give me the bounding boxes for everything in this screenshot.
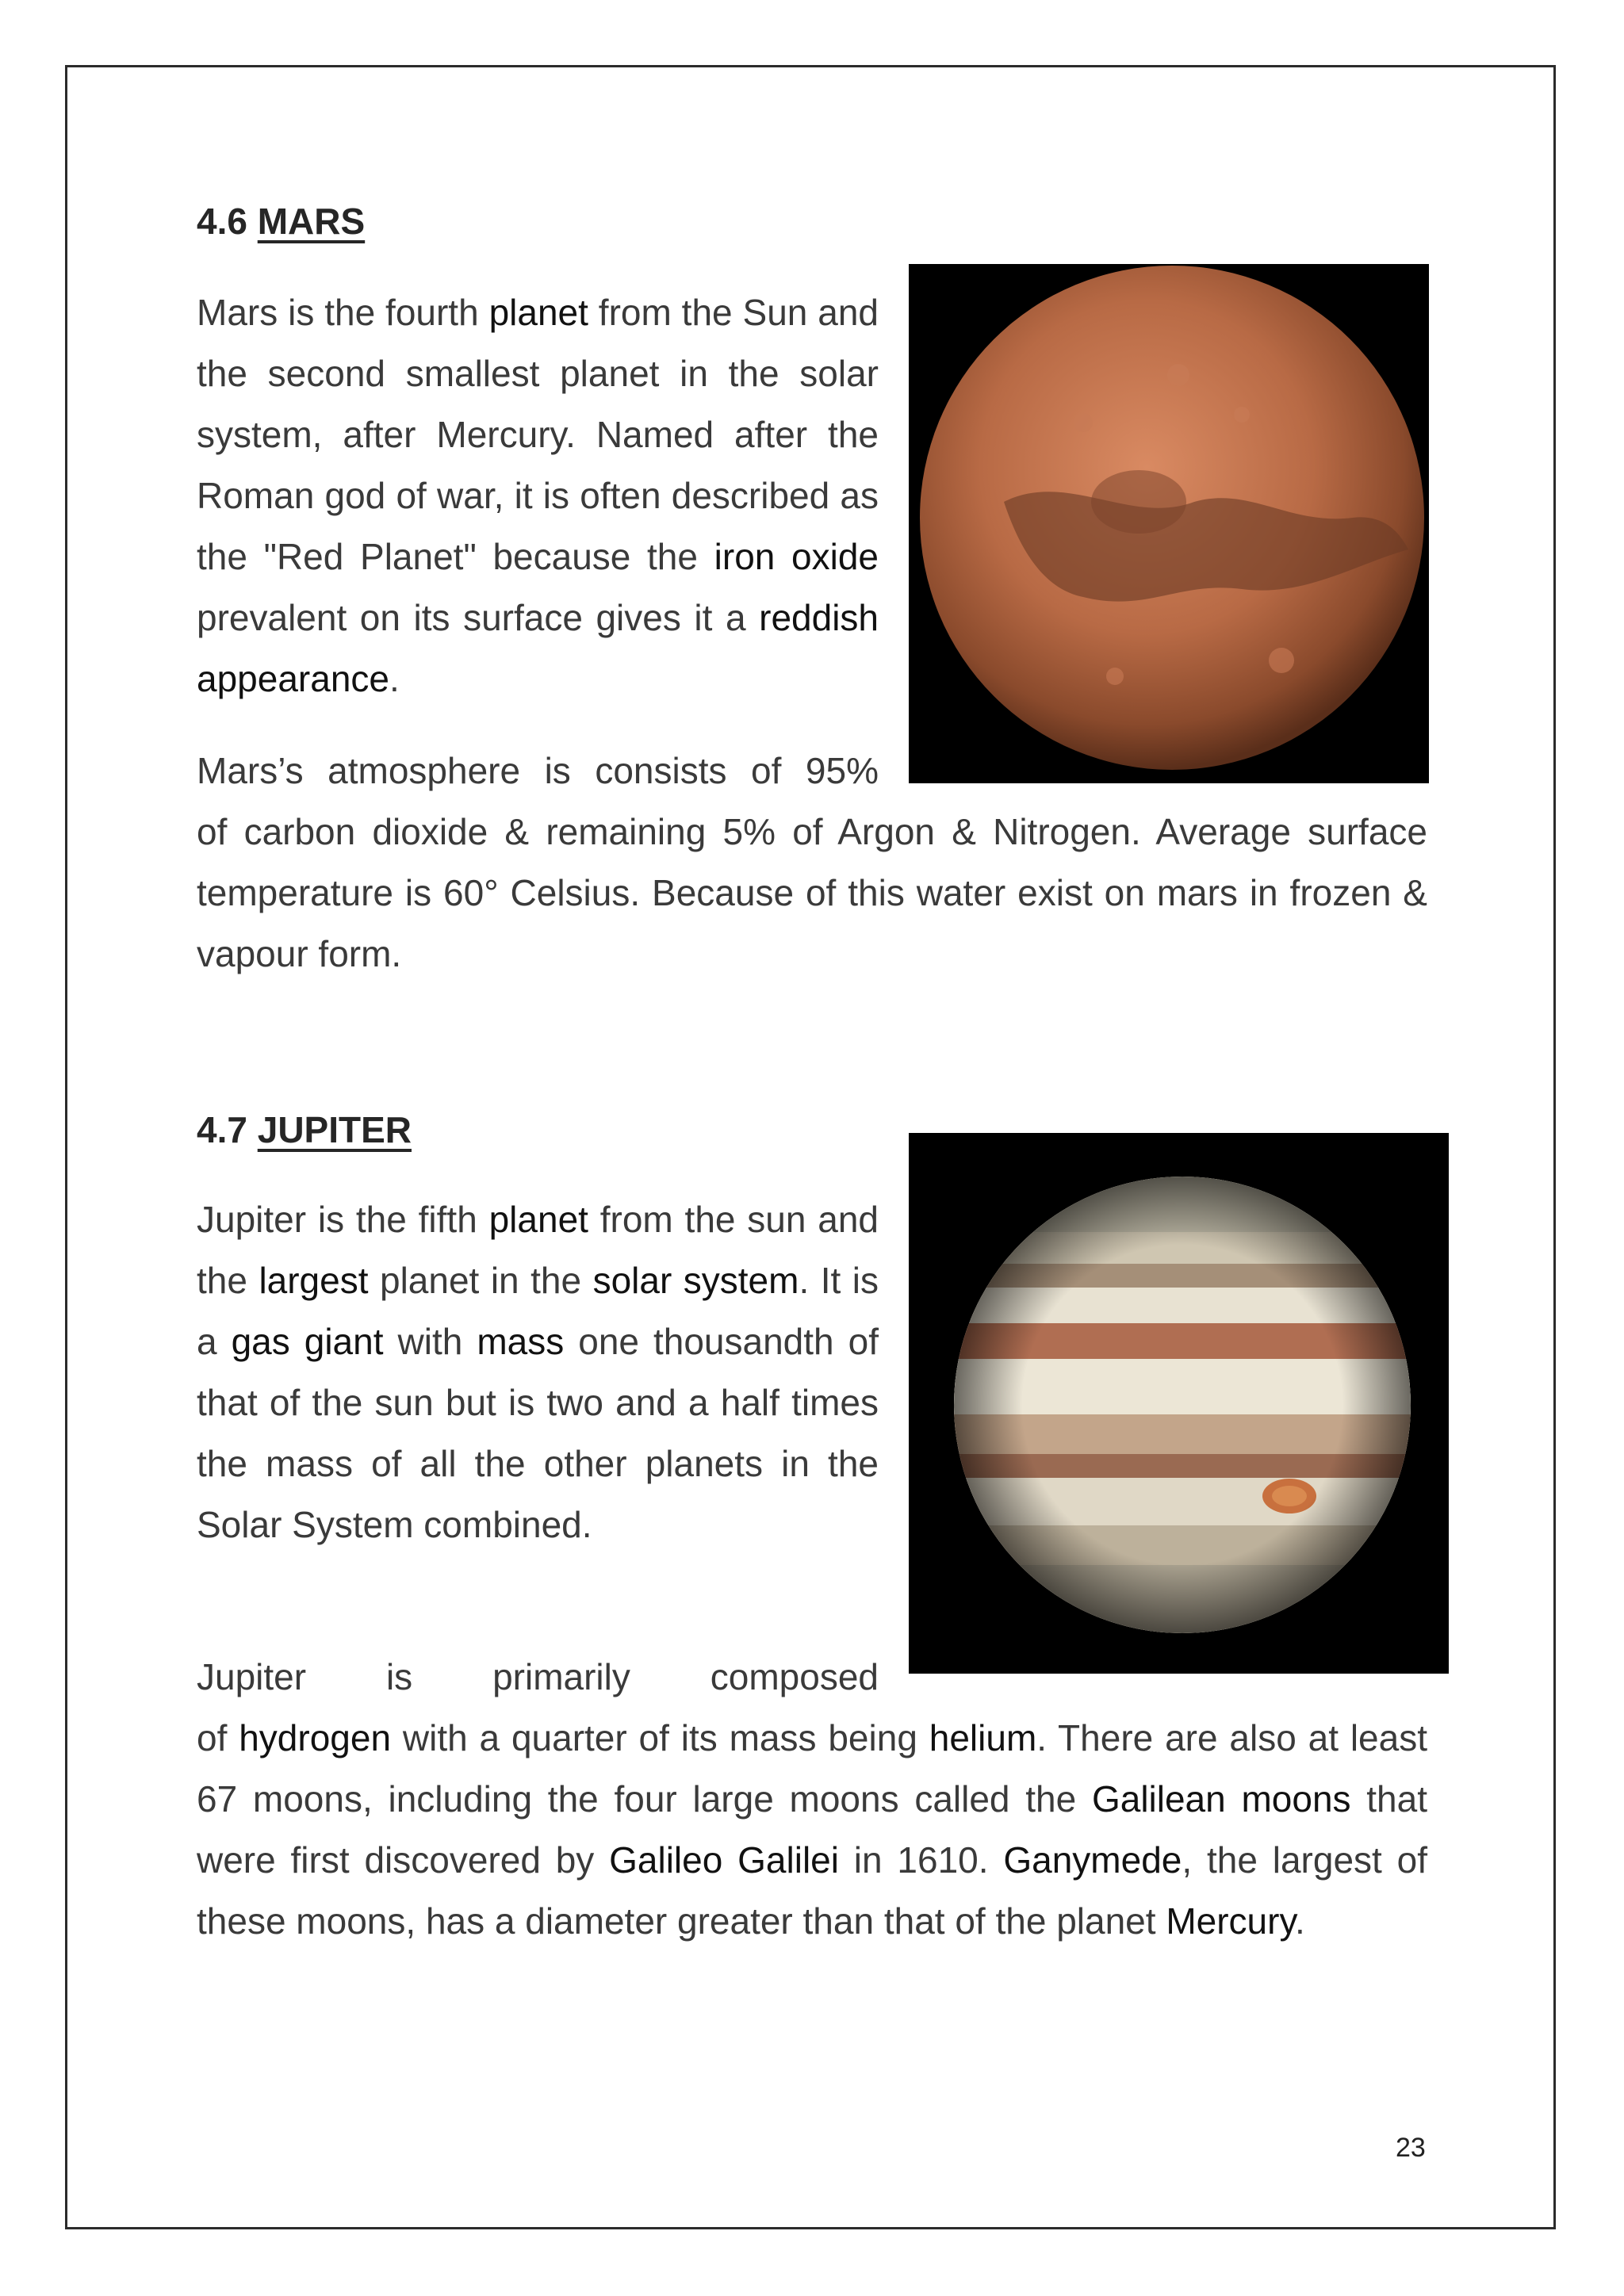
term-highlight: planet <box>488 292 588 333</box>
jupiter-heading <box>197 1108 412 1151</box>
mars-planet-photo-icon <box>909 264 1429 783</box>
text-run: prevalent on its surface gives it a <box>197 597 760 638</box>
text-run: . <box>389 658 400 699</box>
term-highlight: solar system <box>592 1260 799 1301</box>
mars-paragraph-2: of carbon dioxide & remaining 5% of Argon & Nitrogen. Average surface temperature is 60° Celsius. Because of this water exist on mars in frozen & vapour form. <box>197 811 1427 974</box>
term-highlight: Galileo Galilei <box>609 1839 839 1881</box>
text-run: of <box>197 1717 239 1758</box>
term-highlight: gas giant <box>231 1321 384 1362</box>
text-run: Jupiter is the fifth <box>197 1199 489 1240</box>
text-run: . <box>1295 1900 1305 1942</box>
term-highlight: largest <box>259 1260 369 1301</box>
jupiter-section-number: 4.7 <box>197 1109 247 1150</box>
jupiter-paragraph-2 <box>197 1708 1427 1952</box>
term-highlight: Ganymede <box>1003 1839 1182 1881</box>
term-highlight: hydrogen <box>239 1717 392 1758</box>
mars-image <box>909 264 1429 783</box>
text-run: that were first discovered by <box>197 1778 1427 1881</box>
jupiter-planet-photo-icon <box>909 1133 1449 1674</box>
text-run: planet in the <box>368 1260 593 1301</box>
mars-paragraph-1 <box>197 282 879 710</box>
mars-section-title: MARS <box>257 201 366 242</box>
text-run: from the sun and the <box>197 1199 879 1301</box>
text-run: with <box>383 1321 477 1362</box>
mars-heading <box>197 200 365 243</box>
text-run: . There are also at least 67 moons, including the four large moons called the <box>197 1717 1427 1820</box>
term-highlight: Galilean moons <box>1091 1778 1351 1820</box>
term-highlight: planet <box>488 1199 588 1240</box>
term-highlight: iron oxide <box>714 536 879 577</box>
page-number: 23 <box>1396 2133 1426 2163</box>
text-run: with a quarter of its mass being <box>391 1717 929 1758</box>
text-run: from the Sun and the second smallest planet in the solar system, after Mercury. Named after the Roman god of war, it is often described as the "Red Planet" because the <box>197 292 879 577</box>
jupiter-image <box>909 1133 1449 1674</box>
jupiter-paragraph-2-first-line: Jupiter is primarily composed <box>197 1656 879 1697</box>
mars-paragraph-2-first-line: Mars’s atmosphere is consists of 95% <box>197 750 879 791</box>
text-run: , the largest of these moons, has a diameter greater than that of the planet <box>197 1839 1427 1942</box>
text-run: Mars is the fourth <box>197 292 489 333</box>
text-run: one thousandth of that of the sun but is two and a half times the mass of all the other planets in the Solar System combined. <box>197 1321 879 1545</box>
jupiter-paragraph-1 <box>197 1189 879 1556</box>
term-highlight: reddish appearance <box>197 597 879 699</box>
text-run: . It is a <box>197 1260 879 1362</box>
text-run: in 1610. <box>838 1839 1004 1881</box>
term-highlight: Mercury <box>1166 1900 1296 1942</box>
mars-section-number: 4.6 <box>197 201 247 242</box>
term-highlight: helium <box>929 1717 1037 1758</box>
jupiter-section-title: JUPITER <box>257 1109 412 1150</box>
term-highlight: mass <box>477 1321 565 1362</box>
